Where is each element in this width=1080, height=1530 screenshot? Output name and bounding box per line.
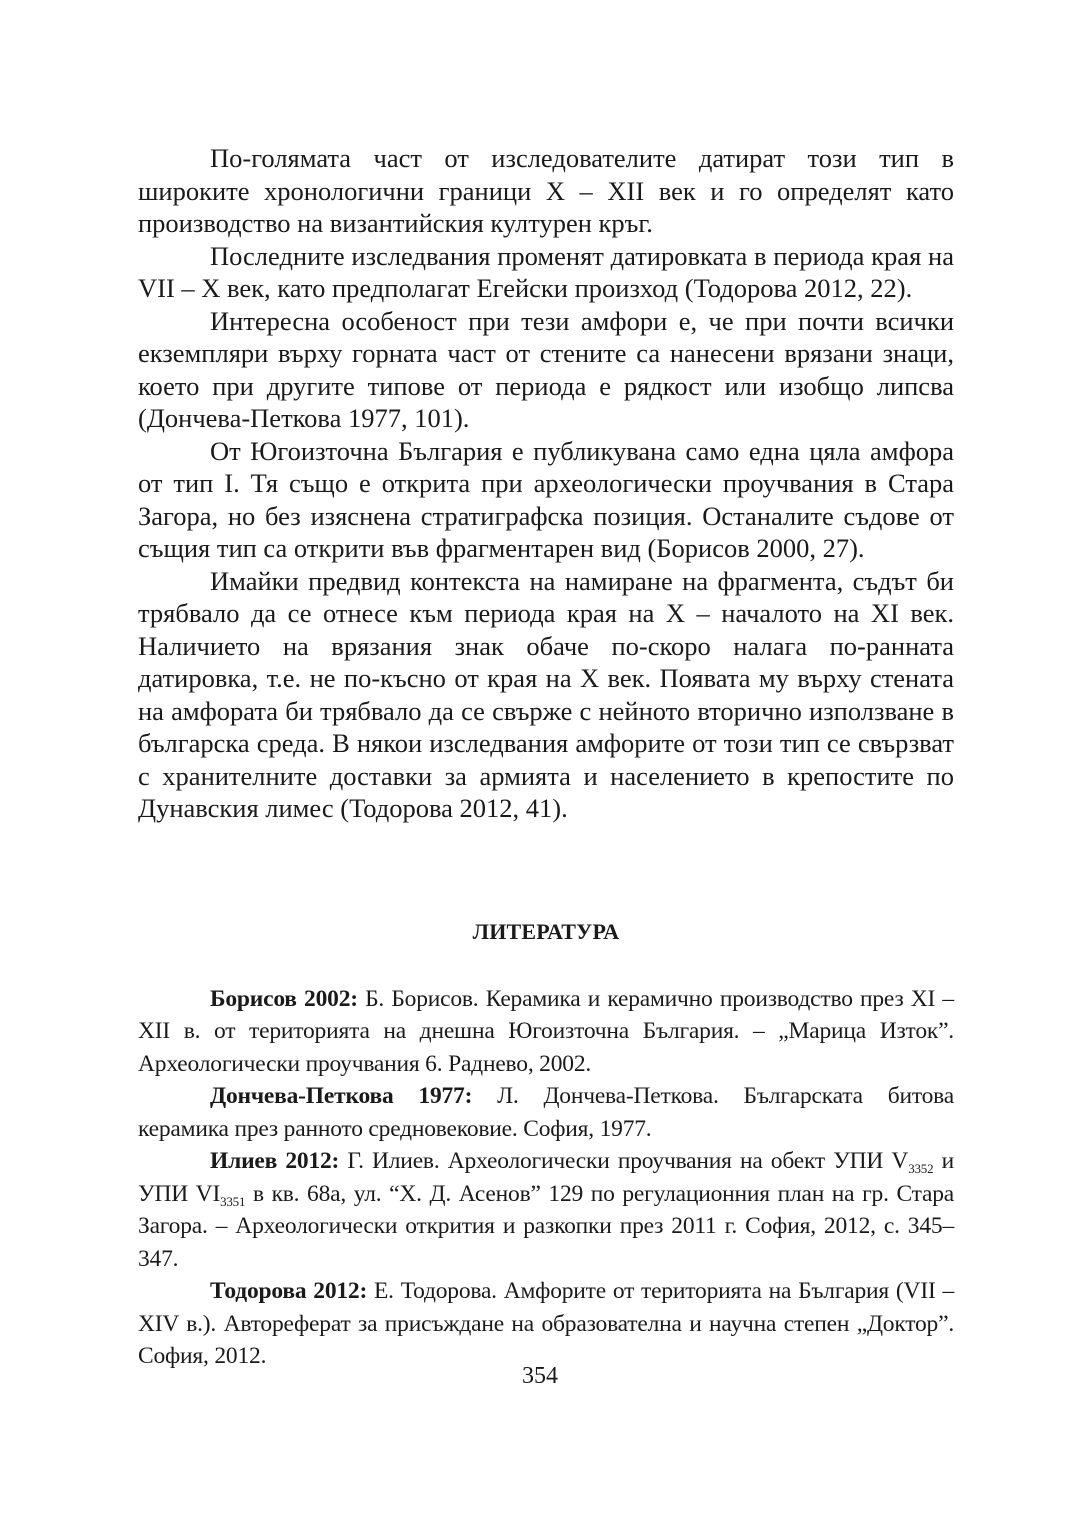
reference-item-doncheva	[138, 1080, 954, 1145]
reference-text: и УПИ VI	[138, 1148, 954, 1207]
reference-author: Дончева-Петкова 1977:	[210, 1083, 473, 1109]
page-number: 354	[522, 1363, 558, 1389]
reference-text: Л. Дончева-Петкова. Българската битова керамика през ранното средновековие. София, 1977.	[138, 1083, 954, 1142]
body-paragraph-1: По-голямата част от изследователите датират този тип в широките хронологични граници X – XII век и го определят като производство на византийския културен кръг.	[138, 143, 954, 238]
reference-list	[138, 983, 954, 1373]
reference-item-borisov	[138, 983, 954, 1081]
reference-text: Е. Тодорова. Амфорите от територията на България (VII – XIV в.). Автореферат за присъждане на образователна и научна степен „Доктор”. София, 2012.	[138, 1278, 954, 1369]
reference-author: Борисов 2002:	[210, 985, 358, 1012]
reference-text: Г. Илиев. Археологически проучвания на обект УПИ V	[339, 1148, 909, 1174]
body-paragraph-3: Интересна особеност при тези амфори е, че при почти всички екземпляри върху горната част от стените са нанесени врязани знаци, което при другите типове от периода е рядкост или изобщо липсва (Дончева-Петкова 1977, 101).	[138, 305, 954, 433]
body-paragraph-4: От Югоизточна България е публикувана само една цяла амфора от тип I. Тя също е открита при археологически проучвания в Стара Загора, но без изяснена стратиграфска позиция. Останалите съдове от същия тип са открити във фрагментарен вид (Борисов 2000, 27).	[138, 435, 954, 563]
reference-subscript: 3352	[908, 1161, 934, 1176]
reference-text: в кв. 68а, ул. “Х. Д. Асенов” 129 по регулационния план на гр. Стара Загора. – Археологически открития и разкопки през 2011 г. София, 2012, с. 345–347.	[138, 1180, 954, 1272]
reference-item-iliev	[138, 1145, 954, 1275]
literature-heading: ЛИТЕРАТУРА	[472, 918, 620, 944]
reference-author: Илиев 2012:	[210, 1148, 340, 1174]
reference-author: Тодорова 2012:	[210, 1278, 368, 1304]
page-content	[138, 142, 954, 1373]
reference-text: Б. Борисов. Керамика и керамично производство през XI – XII в. от територията на днешна Югоизточна България. – „Марица Изток”. Археологически проучвания 6. Раднево, 2002.	[138, 985, 954, 1077]
body-paragraph-5: Имайки предвид контекста на намиране на фрагмента, съдът би трябвало да се отнесе към периода края на X – началото на XI век. Наличието на врязания знак обаче по-скоро налага по-ранната датировка, т.е. не по-късно от края на X век. Появата му върху стената на амфората би трябвало да се свърже с нейното вторично използване в българска среда. В някои изследвания амфорите от този тип се свързват с хранителните доставки за армията и населението в крепостите по Дунавския лимес (Тодорова 2012, 41).	[138, 565, 954, 823]
reference-item-todorova	[138, 1275, 954, 1373]
reference-subscript: 3351	[220, 1193, 246, 1209]
body-paragraph-2: Последните изследвания променят датировката в периода края на VII – X век, като предполагат Егейски произход (Тодорова 2012, 22).	[138, 240, 954, 303]
